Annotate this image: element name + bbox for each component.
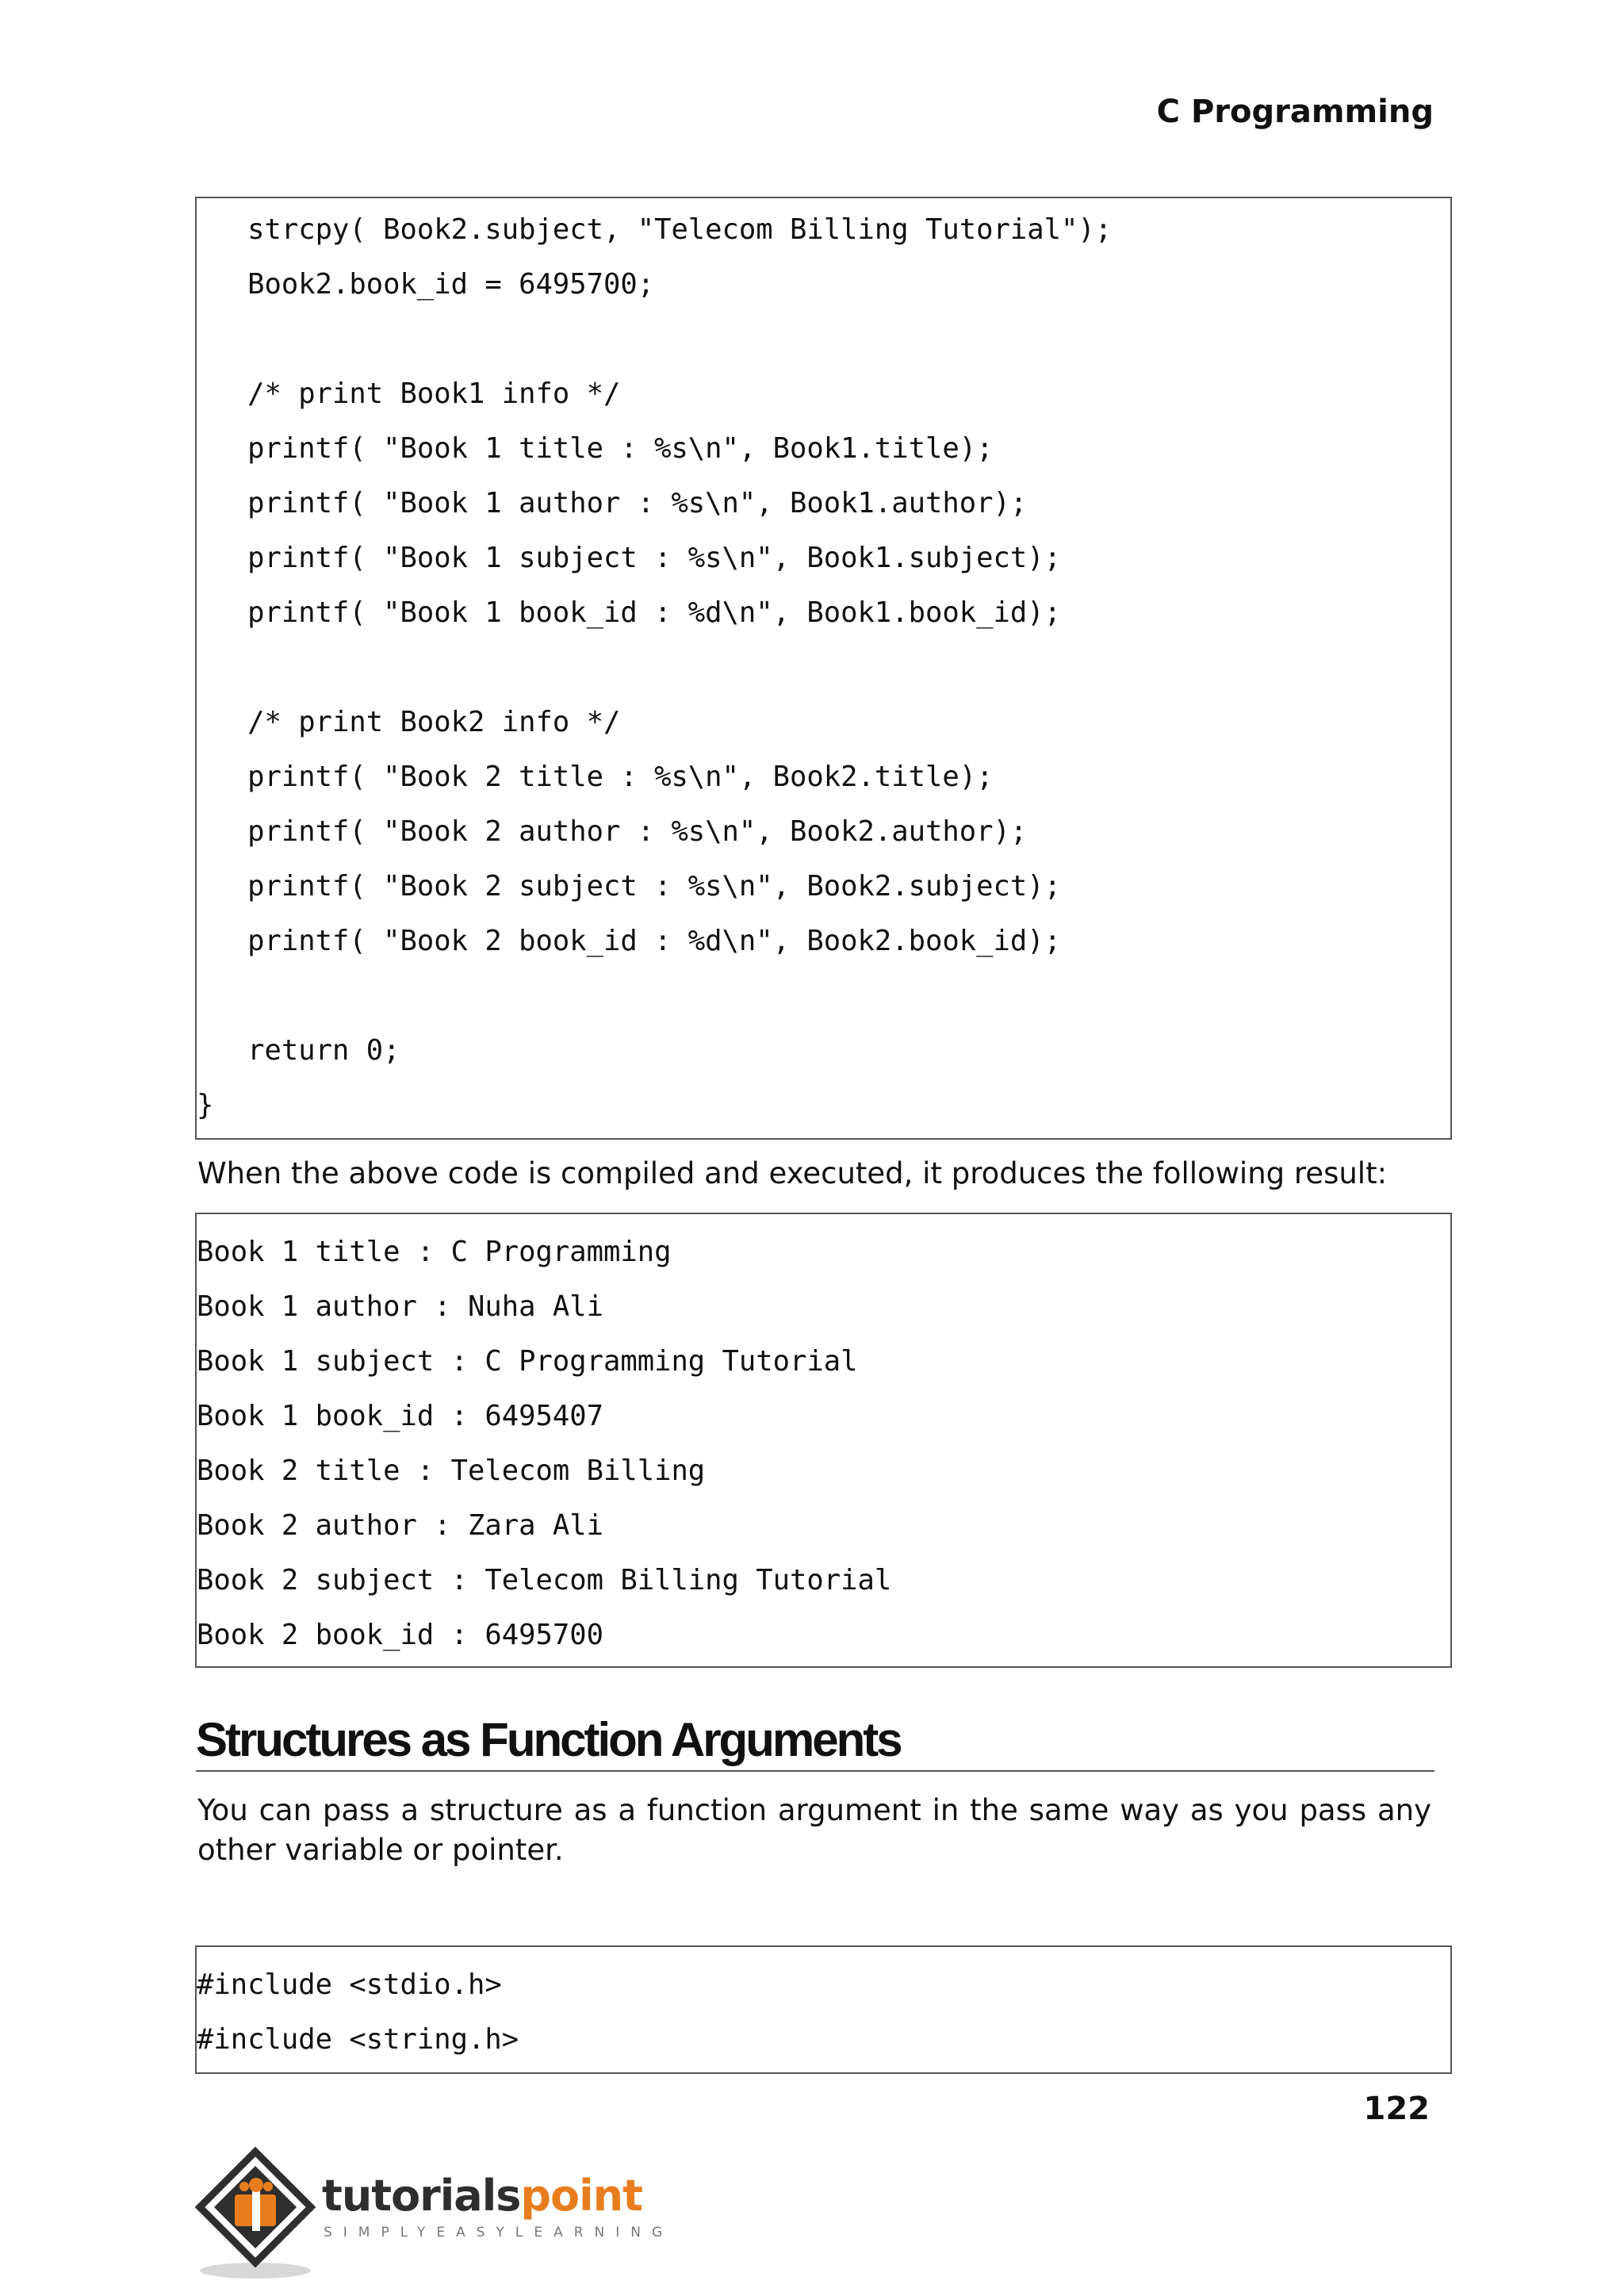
include-lines [197,1957,1450,2067]
code-line: Book 1 subject : C Programming Tutorial [197,1345,858,1378]
logo-emblem-icon [195,2145,322,2288]
output-lines [197,1225,1450,1662]
code-line: Book 1 book_id : 6495407 [197,1400,603,1432]
code-line: printf( "Book 1 title : %s\n", Book1.title); [197,432,994,465]
section-heading: Structures as Function Arguments [196,1711,1434,1772]
code-line: /* print Book2 info */ [197,706,621,738]
code-block-output [195,1213,1452,1668]
code-line [197,312,1450,366]
code-line: Book 1 author : Nuha Ali [197,1290,603,1323]
result-intro-text: When the above code is compiled and executed, it produces the following result: [197,1156,1388,1190]
tutorialspoint-logo [195,2145,674,2296]
logo-word-tutorials: tutorials [322,2171,521,2221]
code-line: Book 1 title : C Programming [197,1236,672,1268]
code-lines [197,202,1450,1133]
code-line: /* print Book1 info */ [197,378,621,410]
code-line: printf( "Book 2 book_id : %d\n", Book2.book_id); [197,925,1062,957]
code-line: printf( "Book 2 title : %s\n", Book2.title); [197,761,994,793]
code-line: Book2.book_id = 6495700; [197,268,655,301]
logo-tagline: SIMPLYEASYLEARNING [324,2225,674,2240]
code-line [197,968,1450,1023]
code-line: Book 2 book_id : 6495700 [197,1619,603,1651]
code-line [197,640,1450,695]
page-number: 122 [1363,2091,1430,2127]
code-line: Book 2 author : Zara Ali [197,1509,603,1542]
logo-word-point: point [520,2171,642,2221]
running-header: C Programming [1156,94,1434,130]
code-line: Book 2 title : Telecom Billing [197,1455,706,1487]
code-block-program [195,197,1452,1140]
code-block-includes [195,1945,1452,2074]
code-line: #include <stdio.h> [197,1968,502,2001]
code-line: printf( "Book 1 author : %s\n", Book1.author); [197,487,1028,519]
code-line: #include <string.h> [197,2023,519,2056]
code-line: Book 2 subject : Telecom Billing Tutorial [197,1564,892,1596]
code-line: return 0; [197,1034,400,1067]
code-line: printf( "Book 1 book_id : %d\n", Book1.book_id); [197,596,1062,629]
section-paragraph: You can pass a structure as a function argument in the same way as you pass any other variable or pointer. [197,1793,1431,1867]
code-line: } [197,1089,214,1121]
code-line: printf( "Book 1 subject : %s\n", Book1.subject); [197,542,1062,574]
code-line: printf( "Book 2 subject : %s\n", Book2.subject); [197,870,1062,903]
code-line: strcpy( Book2.subject, "Telecom Billing Tutorial"); [197,213,1113,246]
code-line: printf( "Book 2 author : %s\n", Book2.author); [197,815,1028,848]
logo-wordmark [322,2171,642,2221]
